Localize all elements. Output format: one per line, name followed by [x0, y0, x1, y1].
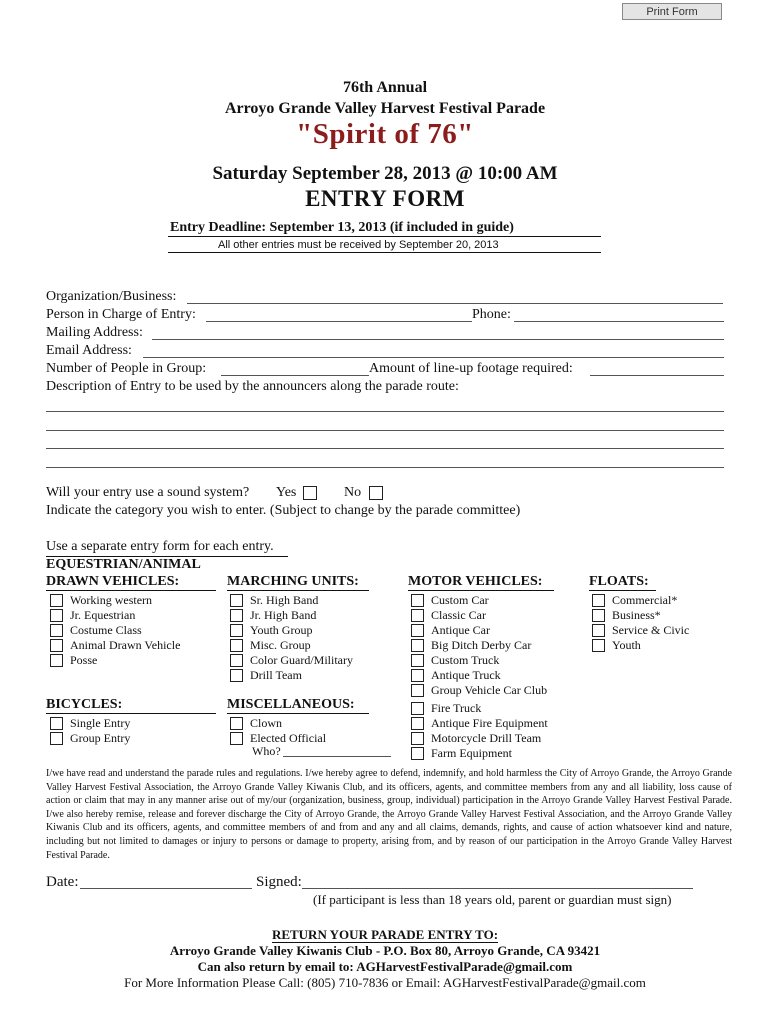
motor-checkbox[interactable]: [411, 732, 424, 745]
description-line[interactable]: [46, 430, 724, 431]
divider: [589, 590, 656, 591]
floats-heading: FLOATS:: [589, 574, 649, 589]
motor-item-label: Farm Equipment: [431, 746, 512, 760]
bicycles-heading: BICYCLES:: [46, 697, 123, 712]
entry-deadline: Entry Deadline: September 13, 2013 (if included in guide): [170, 220, 514, 235]
email-field[interactable]: [143, 357, 724, 358]
misc-item-label: Elected Official: [250, 731, 327, 745]
equestrian-checkbox[interactable]: [50, 594, 63, 607]
marching-checkbox[interactable]: [230, 624, 243, 637]
misc-item-label: Clown: [250, 716, 283, 730]
mailing-label: Mailing Address:: [46, 325, 143, 340]
date-label: Date:: [46, 874, 79, 890]
motor-checkbox[interactable]: [411, 717, 424, 730]
equestrian-heading-2: DRAWN VEHICLES:: [46, 574, 180, 589]
floats-checkbox[interactable]: [592, 639, 605, 652]
form-title: ENTRY FORM: [305, 186, 465, 211]
marching-checkbox[interactable]: [230, 594, 243, 607]
motor-item-label: Motorcycle Drill Team: [431, 731, 542, 745]
sound-yes-label: Yes: [276, 485, 297, 500]
motor-checkbox[interactable]: [411, 747, 424, 760]
liability-waiver: I/we have read and understand the parade rules and regulations. I/we hereby agree to defend, indemnify, and hold harmless the City of Arroyo Grande, the Arroyo Grande Valley Harvest Festival Association, the Arroyo Grande Valley Kiwanis Club, and its officers, agents, and committee members from any and all liability, loss cause of action or claim that may in any manner arise out of my/our (organization, business, group, individual) participation in the Arroyo Grande Valley Harvest Festival Parade. I/we also hereby remise, release and forever discharge the City of Arroyo Grande, the Arroyo Grande Valley Harvest Festival Association, and the Arroyo Grande Valley Kiwanis Club and its officers, agents, and committee members of and from and any and all claims, demands, rights, and cause of action whatsoever kind and nature, including but not limited to damages or injury to persons or damage to property, arising from, and by reason of our participation in the Arroyo Grande Valley Harvest Festival Parade.: [46, 768, 732, 861]
mailing-field[interactable]: [152, 339, 724, 340]
equestrian-item-label: Working western: [70, 593, 153, 607]
marching-item-label: Youth Group: [250, 623, 313, 637]
motor-checkbox[interactable]: [411, 639, 424, 652]
theme-title: "Spirit of 76": [296, 118, 474, 150]
sound-yes-checkbox[interactable]: [303, 486, 317, 500]
equestrian-heading: EQUESTRIAN/ANIMAL: [46, 557, 201, 572]
organization-label: Organization/Business:: [46, 289, 177, 304]
floats-item-label: Business*: [612, 608, 661, 622]
marching-checkbox[interactable]: [230, 609, 243, 622]
motor-checkbox[interactable]: [411, 684, 424, 697]
divider: [408, 590, 554, 591]
signed-label: Signed:: [256, 874, 302, 890]
motor-checkbox[interactable]: [411, 669, 424, 682]
equestrian-item-label: Posse: [70, 653, 98, 667]
divider: [46, 590, 216, 591]
equestrian-item-label: Jr. Equestrian: [70, 608, 136, 622]
return-title: RETURN YOUR PARADE ENTRY TO:: [271, 927, 499, 942]
motor-checkbox[interactable]: [411, 594, 424, 607]
divider: [227, 713, 369, 714]
equestrian-item-label: Animal Drawn Vehicle: [70, 638, 181, 652]
marching-item-label: Misc. Group: [250, 638, 311, 652]
floats-checkbox[interactable]: [592, 594, 605, 607]
sound-no-checkbox[interactable]: [369, 486, 383, 500]
motor-heading: MOTOR VEHICLES:: [408, 574, 543, 589]
motor-item-label: Antique Truck: [431, 668, 501, 682]
return-email: Can also return by email to: AGHarvestFestivalParade@gmail.com: [197, 959, 573, 974]
who-field[interactable]: [283, 756, 391, 757]
divider: [46, 713, 216, 714]
date-field[interactable]: [80, 888, 252, 889]
email-label: Email Address:: [46, 343, 132, 358]
person-field[interactable]: [206, 321, 472, 322]
description-line[interactable]: [46, 467, 724, 468]
misc-checkbox[interactable]: [230, 732, 243, 745]
people-field[interactable]: [221, 375, 369, 376]
motor-checkbox[interactable]: [411, 702, 424, 715]
motor-checkbox[interactable]: [411, 624, 424, 637]
parade-date: Saturday September 28, 2013 @ 10:00 AM: [212, 163, 558, 184]
motor-item-label: Antique Car: [431, 623, 490, 637]
equestrian-checkbox[interactable]: [50, 654, 63, 667]
misc-who-label: Who?: [252, 744, 281, 758]
floats-checkbox[interactable]: [592, 609, 605, 622]
equestrian-checkbox[interactable]: [50, 639, 63, 652]
return-heading: [0, 927, 770, 943]
motor-item-label: Antique Fire Equipment: [431, 716, 548, 730]
motor-item-label: Big Ditch Derby Car: [431, 638, 532, 652]
equestrian-checkbox[interactable]: [50, 624, 63, 637]
marching-checkbox[interactable]: [230, 639, 243, 652]
people-label: Number of People in Group:: [46, 361, 207, 376]
category-instruction: Indicate the category you wish to enter. (Subject to change by the parade committee): [46, 503, 521, 518]
motor-item-label: Fire Truck: [431, 701, 482, 715]
equestrian-item-label: Costume Class: [70, 623, 142, 637]
equestrian-checkbox[interactable]: [50, 609, 63, 622]
person-label: Person in Charge of Entry:: [46, 307, 196, 322]
bicycles-checkbox[interactable]: [50, 732, 63, 745]
divider: [168, 252, 601, 253]
marching-checkbox[interactable]: [230, 669, 243, 682]
bicycles-item-label: Single Entry: [70, 716, 131, 730]
lineup-field[interactable]: [590, 375, 724, 376]
phone-field[interactable]: [514, 321, 724, 322]
motor-item-label: Classic Car: [431, 608, 486, 622]
marching-item-label: Jr. High Band: [250, 608, 317, 622]
signature-field[interactable]: [302, 888, 693, 889]
floats-item-label: Service & Civic: [612, 623, 690, 637]
floats-item-label: Youth: [612, 638, 641, 652]
description-line[interactable]: [46, 448, 724, 449]
organization-field[interactable]: [187, 303, 723, 304]
divider: [227, 590, 369, 591]
misc-heading: MISCELLANEOUS:: [227, 697, 355, 712]
phone-label: Phone:: [472, 307, 511, 322]
deadline-note: All other entries must be received by September 20, 2013: [218, 239, 499, 251]
motor-checkbox[interactable]: [411, 609, 424, 622]
marching-item-label: Sr. High Band: [250, 593, 319, 607]
bicycles-item-label: Group Entry: [70, 731, 131, 745]
sound-question: Will your entry use a sound system?: [46, 485, 250, 500]
sound-no-label: No: [344, 485, 362, 500]
misc-checkbox[interactable]: [230, 717, 243, 730]
floats-checkbox[interactable]: [592, 624, 605, 637]
return-address: Arroyo Grande Valley Kiwanis Club - P.O. Box 80, Arroyo Grande, CA 93421: [169, 943, 601, 958]
marching-checkbox[interactable]: [230, 654, 243, 667]
contact-info: For More Information Please Call: (805) 710-7836 or Email: AGHarvestFestivalParade@gmail.com: [124, 975, 646, 990]
print-form-button[interactable]: Print Form: [622, 3, 722, 20]
bicycles-checkbox[interactable]: [50, 717, 63, 730]
parade-name-heading: Arroyo Grande Valley Harvest Festival Parade: [224, 100, 546, 117]
description-label: Description of Entry to be used by the announcers along the parade route:: [46, 379, 459, 394]
divider: [168, 236, 601, 237]
marching-item-label: Drill Team: [250, 668, 302, 682]
marching-heading: MARCHING UNITS:: [227, 574, 359, 589]
motor-item-label: Custom Car: [431, 593, 489, 607]
motor-checkbox[interactable]: [411, 654, 424, 667]
lineup-label: Amount of line-up footage required:: [369, 361, 573, 376]
motor-item-label: Group Vehicle Car Club: [431, 683, 548, 697]
edition-heading: 76th Annual: [342, 79, 428, 96]
floats-item-label: Commercial*: [612, 593, 678, 607]
marching-item-label: Color Guard/Military: [250, 653, 353, 667]
description-line[interactable]: [46, 411, 724, 412]
minor-note: (If participant is less than 18 years old, parent or guardian must sign): [313, 892, 672, 907]
separate-form-note: Use a separate entry form for each entry.: [46, 539, 274, 554]
motor-item-label: Custom Truck: [431, 653, 500, 667]
